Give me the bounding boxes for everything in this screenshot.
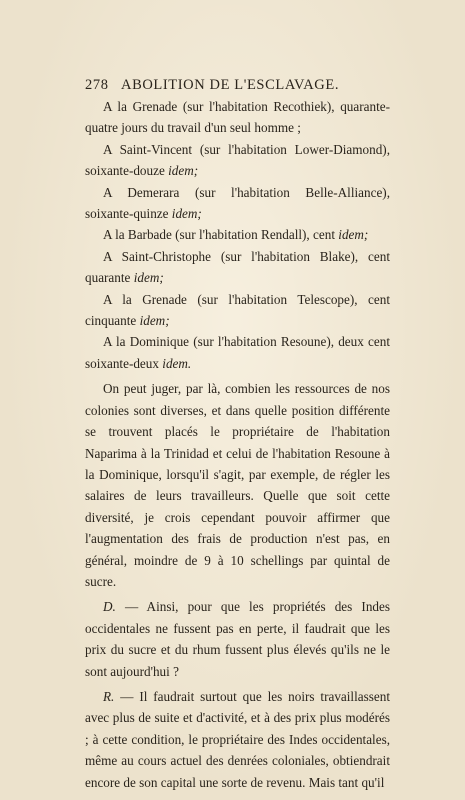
body-text xyxy=(85,96,390,793)
speaker-label: D. xyxy=(103,599,116,615)
dialogue-answer xyxy=(85,686,390,793)
paragraph-text: A la Dominique (sur l'habitation Resoune), deux cent soixante-deux xyxy=(85,334,390,371)
paragraph xyxy=(85,378,390,592)
paragraph xyxy=(85,96,390,139)
paragraph-text: A Saint-Vincent (sur l'habitation Lower-Diamond), soixante-douze xyxy=(85,141,390,179)
speaker-label: R. xyxy=(103,688,115,704)
paragraph xyxy=(85,139,390,182)
paragraph xyxy=(85,224,390,245)
paragraph-text: A la Grenade (sur l'habitation Telescope), cent cinquante xyxy=(85,291,390,329)
paragraph-text: A Demerara (sur l'habitation Belle-Alliance), soixante-quinze xyxy=(85,184,390,222)
page-header xyxy=(85,77,377,97)
paragraph xyxy=(85,246,390,289)
paragraph xyxy=(85,182,390,225)
idem-emphasis: idem. xyxy=(162,355,192,371)
dialogue-question xyxy=(85,596,390,682)
paragraph xyxy=(85,289,390,332)
page-number: 278 xyxy=(85,77,109,93)
idem-emphasis: idem; xyxy=(338,227,369,243)
idem-emphasis: idem; xyxy=(133,270,164,286)
idem-emphasis: idem; xyxy=(171,206,202,222)
paragraph-text: A Saint-Christophe (sur l'habitation Blake), cent quarante xyxy=(85,248,390,286)
running-head: ABOLITION DE L'ESCLAVAGE. xyxy=(121,77,340,93)
paragraph-text: On peut juger, par là, combien les ressources de nos colonies sont diverses, et dans quelle position différente se trouvent placés le propriétaire de l'habitation Naparima à la Trinidad et celui de l'habitation Resoune à la Dominique, lorsqu'il s'agit, par exemple, de régler les salaires de leurs travailleurs. Quelle que soit cette diversité, je crois cependant pouvoir affirmer que l'augmentation des frais de production n'est pas, en général, moindre de 9 à 10 schellings par quintal de sucre. xyxy=(85,381,390,589)
idem-emphasis: idem; xyxy=(168,163,199,179)
idem-emphasis: idem; xyxy=(139,313,170,329)
paragraph-text: A la Grenade (sur l'habitation Recothiek), quarante-quatre jours du travail d'un seul homme ; xyxy=(85,99,390,136)
dialogue-text: — Ainsi, pour que les propriétés des Indes occidentales ne fussent pas en perte, il faudrait que les prix du sucre et du rhum fussent plus élevés qu'ils ne le sont aujourd'hui ? xyxy=(85,599,390,679)
dialogue-text: — Il faudrait surtout que les noirs travaillassent avec plus de suite et d'activité, et à des prix plus modérés ; à cette condition, le propriétaire des Indes occidentales, même au cours actuel des denrées coloniales, obtiendrait encore de son capital une sorte de revenu. Mais tant qu'il xyxy=(85,688,390,790)
paragraph xyxy=(85,331,390,374)
paragraph-text: A la Barbade (sur l'habitation Rendall), cent xyxy=(103,227,339,243)
